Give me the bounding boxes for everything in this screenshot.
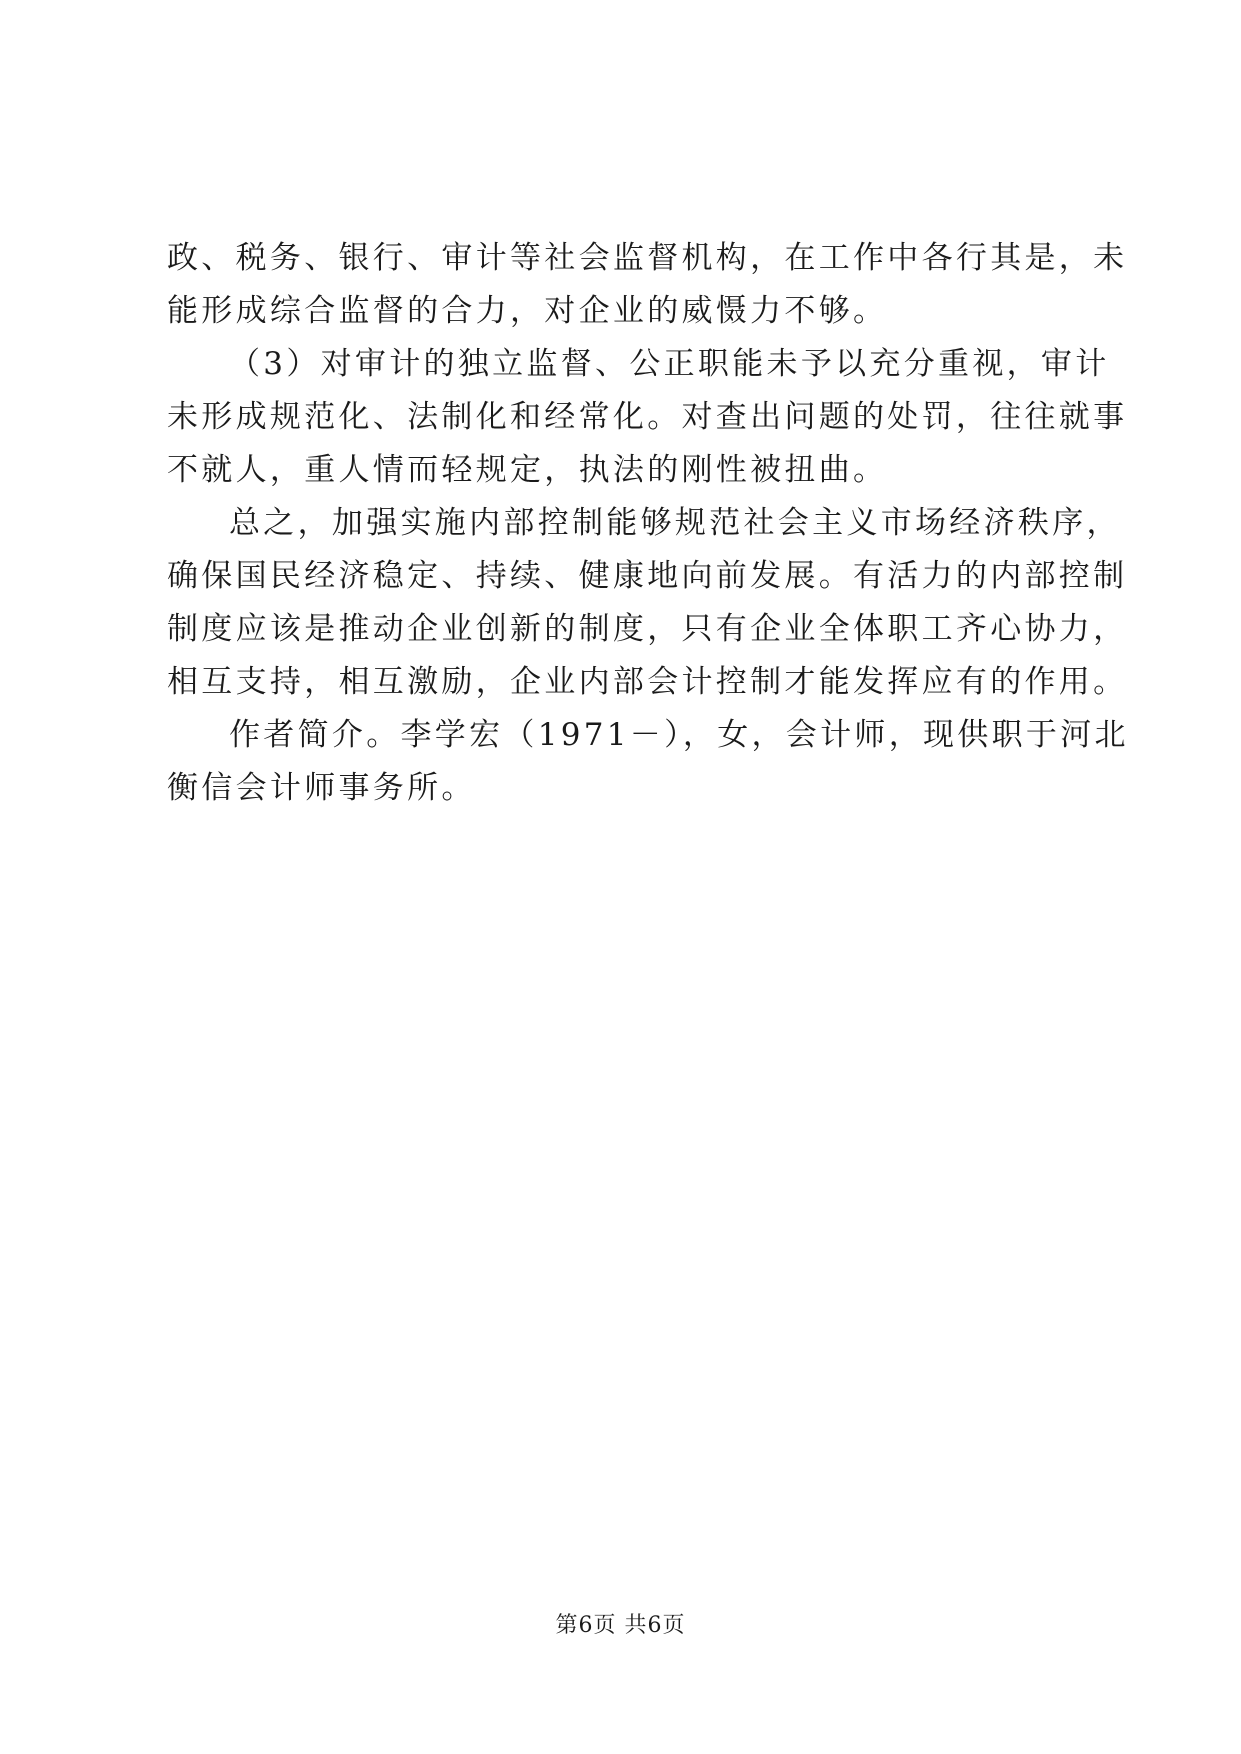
text-line: （3）对审计的独立监督、公正职能未予以充分重视，审计 <box>229 346 1110 382</box>
text-line: 政、税务、银行、审计等社会监督机构，在工作中各行其是，未 <box>167 240 1128 276</box>
text-line: 不就人，重人情而轻规定，执法的刚性被扭曲。 <box>167 452 888 488</box>
text-line: 衡信会计师事务所。 <box>167 770 476 806</box>
text-line: 能形成综合监督的合力，对企业的威慑力不够。 <box>167 293 888 329</box>
text-line: 作者简介。李学宏（1971－），女，会计师，现供职于河北 <box>229 717 1129 753</box>
text-line: 制度应该是推动企业创新的制度，只有企业全体职工齐心协力， <box>167 611 1128 647</box>
text-line: 总之，加强实施内部控制能够规范社会主义市场经济秩序， <box>229 505 1121 541</box>
text-line: 确保国民经济稳定、持续、健康地向前发展。有活力的内部控制 <box>167 558 1128 594</box>
document-body <box>167 232 1129 815</box>
text-line: 相互支持，相互激励，企业内部会计控制才能发挥应有的作用。 <box>167 664 1128 700</box>
text-line: 未形成规范化、法制化和经常化。对查出问题的处罚，往往就事 <box>167 399 1128 435</box>
page-number-footer: 第6页 共6页 <box>555 1613 686 1638</box>
